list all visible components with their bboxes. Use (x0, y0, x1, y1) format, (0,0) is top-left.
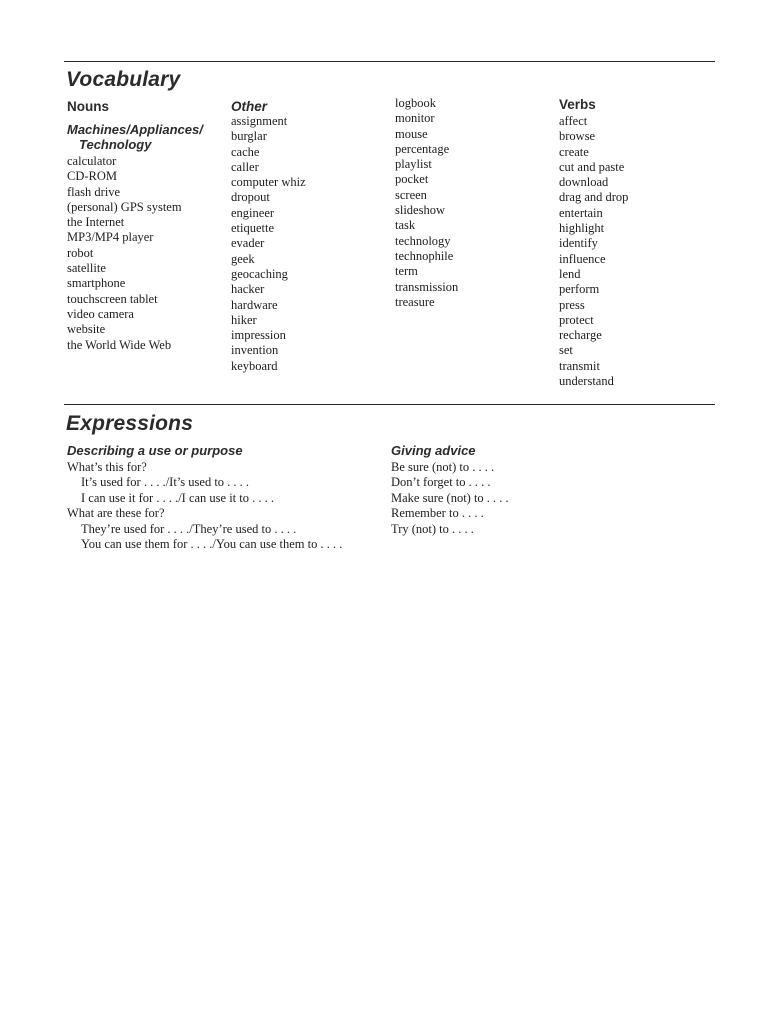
advice-line: Be sure (not) to . . . . (391, 460, 495, 474)
noun-item: video camera (67, 306, 134, 321)
other-column (231, 98, 391, 374)
verb-item: highlight (559, 221, 605, 236)
other-continued-list (395, 96, 555, 310)
other-item: monitor (395, 111, 435, 126)
other-continued-column (395, 96, 555, 310)
verb-item: identify (559, 236, 598, 251)
expression-line: You can use them for . . . ./You can use them to . . . . (81, 537, 343, 552)
other-item: treasure (395, 294, 435, 309)
vocabulary-title: Vocabulary (66, 68, 181, 91)
expression-line: I can use it for . . . ./I can use it to . . . . (81, 490, 275, 505)
verb-item: entertain (559, 205, 603, 220)
other-item: invention (231, 343, 279, 358)
nouns-list (67, 154, 227, 353)
other-item: geek (231, 251, 255, 266)
nouns-column (67, 98, 227, 353)
verb-item: protect (559, 312, 594, 327)
advice-line: Make sure (not) to . . . . (391, 490, 509, 505)
describing-use-column (67, 441, 387, 552)
other-item: hiker (231, 312, 257, 327)
verb-item: download (559, 175, 609, 190)
other-item: mouse (395, 126, 428, 141)
verb-item: lend (559, 266, 581, 281)
giving-advice-column (391, 441, 611, 537)
other-heading: Other (231, 99, 268, 114)
other-item: technophile (395, 248, 454, 263)
noun-item: the World Wide Web (67, 337, 172, 352)
noun-item: satellite (67, 261, 106, 276)
nouns-heading: Nouns (67, 99, 109, 114)
verb-item: perform (559, 282, 600, 297)
other-item: percentage (395, 141, 450, 156)
other-item: task (395, 218, 416, 233)
other-item: hacker (231, 282, 265, 297)
giving-advice-list (391, 460, 611, 537)
other-item: screen (395, 187, 427, 202)
advice-line: Try (not) to . . . . (391, 521, 474, 536)
advice-line: Don’t forget to . . . . (391, 475, 491, 490)
other-item: cache (231, 144, 260, 159)
other-item: term (395, 264, 418, 279)
other-item: technology (395, 233, 451, 248)
other-item: computer whiz (231, 175, 306, 190)
nouns-subheading-line2: Technology (79, 137, 152, 152)
giving-advice-heading: Giving advice (391, 443, 476, 458)
noun-item: MP3/MP4 player (67, 230, 154, 245)
other-item: pocket (395, 172, 429, 187)
verbs-heading: Verbs (559, 97, 596, 112)
other-item: impression (231, 328, 286, 343)
advice-line: Remember to . . . . (391, 506, 484, 521)
other-item: playlist (395, 157, 432, 172)
expressions-title: Expressions (66, 412, 194, 435)
other-list (231, 114, 391, 374)
verb-item: affect (559, 114, 588, 128)
nouns-subheading-line1: Machines/Appliances/ (67, 122, 203, 137)
describing-use-heading: Describing a use or purpose (67, 443, 243, 458)
verbs-column (559, 96, 719, 389)
noun-item: the Internet (67, 215, 125, 230)
noun-item: calculator (67, 154, 117, 168)
verb-item: drag and drop (559, 190, 629, 205)
verb-item: transmit (559, 358, 600, 373)
other-item: slideshow (395, 203, 445, 218)
expression-line: They’re used for . . . ./They’re used to . . . . (81, 521, 297, 536)
other-item: geocaching (231, 266, 288, 281)
other-item: evader (231, 236, 265, 251)
other-item: engineer (231, 205, 275, 220)
noun-item: touchscreen tablet (67, 291, 158, 306)
describing-use-list (67, 460, 387, 552)
top-divider (64, 61, 715, 62)
other-item: etiquette (231, 221, 275, 236)
noun-item: website (67, 322, 106, 337)
other-item: caller (231, 159, 259, 174)
other-item: burglar (231, 129, 267, 144)
verb-item: create (559, 144, 589, 159)
verb-item: cut and paste (559, 159, 625, 174)
other-item: transmission (395, 279, 459, 294)
verbs-list (559, 114, 719, 389)
other-item: logbook (395, 96, 436, 110)
verb-item: understand (559, 374, 614, 389)
other-item: dropout (231, 190, 270, 205)
noun-item: flash drive (67, 184, 121, 199)
verb-item: set (559, 343, 573, 358)
verb-item: recharge (559, 328, 602, 343)
noun-item: smartphone (67, 276, 126, 291)
noun-item: CD-ROM (67, 169, 118, 184)
noun-item: (personal) GPS system (67, 199, 182, 214)
middle-divider (64, 404, 715, 405)
verb-item: browse (559, 129, 596, 144)
verb-item: influence (559, 251, 606, 266)
other-item: keyboard (231, 358, 278, 373)
expression-line: What are these for? (67, 506, 165, 521)
other-item: hardware (231, 297, 278, 312)
other-item: assignment (231, 114, 288, 128)
noun-item: robot (67, 245, 94, 260)
expression-line: It’s used for . . . ./It’s used to . . . . (81, 475, 250, 490)
expression-line: What’s this for? (67, 460, 147, 474)
verb-item: press (559, 297, 585, 312)
